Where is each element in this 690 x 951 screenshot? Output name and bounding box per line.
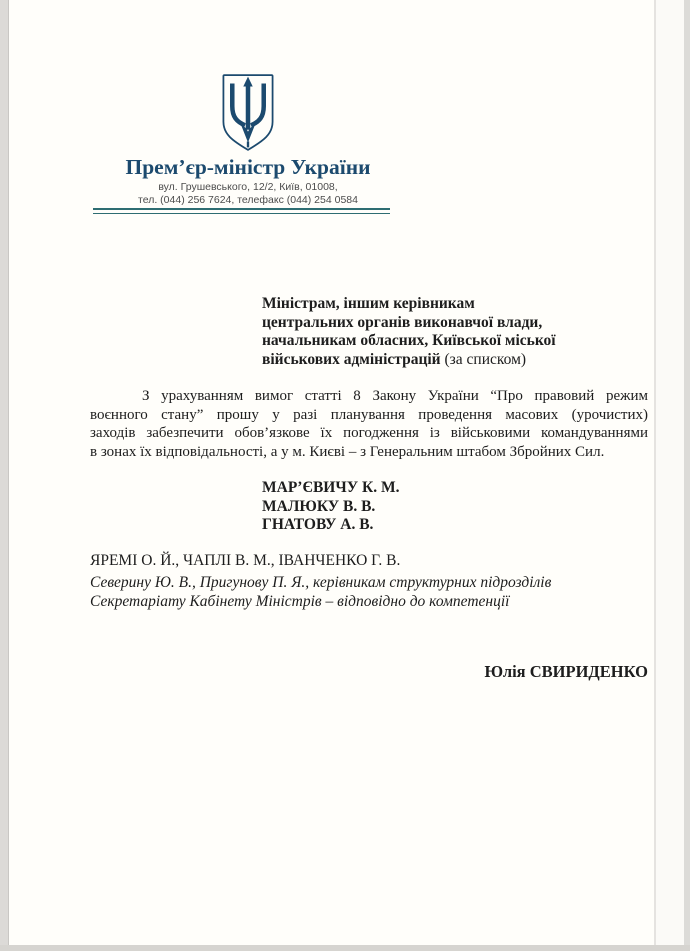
addressee-name: МАЛЮКУ В. В. — [262, 497, 376, 515]
letterhead-title: Прем’єр-міністр України — [125, 155, 371, 179]
recipient-line: центральних органів виконавчої влади, — [262, 313, 543, 331]
ukraine-trident-shield-icon — [219, 72, 277, 154]
copies-line: ЯРЕМІ О. Й., ЧАПЛІ В. М., ІВАНЧЕНКО Г. В. — [90, 552, 401, 569]
recipient-block — [262, 295, 662, 370]
signature-name: Юлія СВИРИДЕНКО — [484, 662, 648, 681]
body-paragraph — [90, 387, 648, 461]
recipient-line: Міністрам, іншим керівникам — [262, 295, 475, 312]
recipient-line4-bold: військових адміністрацій — [262, 351, 441, 369]
recipient-line — [262, 351, 662, 370]
body-line: З урахуванням вимог статті 8 Закону України “Про правовий режим — [142, 388, 648, 404]
recipient-line4-note: (за списком) — [444, 351, 527, 369]
letterhead-address-line1: вул. Грушевського, 12/2, Київ, 01008, — [158, 181, 338, 193]
page-edge-bottom — [0, 945, 690, 951]
letterhead-address-line2: тел. (044) 256 7624, телефакс (044) 254 0584 — [138, 193, 358, 206]
copies-line-italic: Секретаріату Кабінету Міністрів – відповідно до компетенції — [90, 593, 510, 610]
page-edge-left — [0, 0, 9, 951]
addressee-name: МАР’ЄВИЧУ К. М. — [262, 479, 400, 496]
addressees-block — [262, 479, 399, 535]
letterhead-divider-rule — [93, 208, 390, 214]
letterhead — [98, 72, 398, 206]
recipient-line: начальникам обласних, Київської міської — [262, 332, 556, 350]
body-line: заходів забезпечити обов’язкове їх погодження із військовими командуваннями — [90, 425, 648, 442]
page-edge-right-strip — [684, 0, 690, 951]
copies-line-italic: Северину Ю. В., Пригунову П. Я., керівникам структурних підрозділів — [90, 574, 552, 591]
body-line: в зонах їх відповідальності, а у м. Києві – з Генеральним штабом Збройних Сил. — [90, 443, 605, 460]
page-edge-right-area — [656, 0, 684, 951]
addressee-name: ГНАТОВУ А. В. — [262, 516, 374, 534]
copies-block — [90, 551, 551, 611]
body-line: воєнного стану” прошу у разі планування проведення масових (урочистих) — [90, 406, 648, 423]
